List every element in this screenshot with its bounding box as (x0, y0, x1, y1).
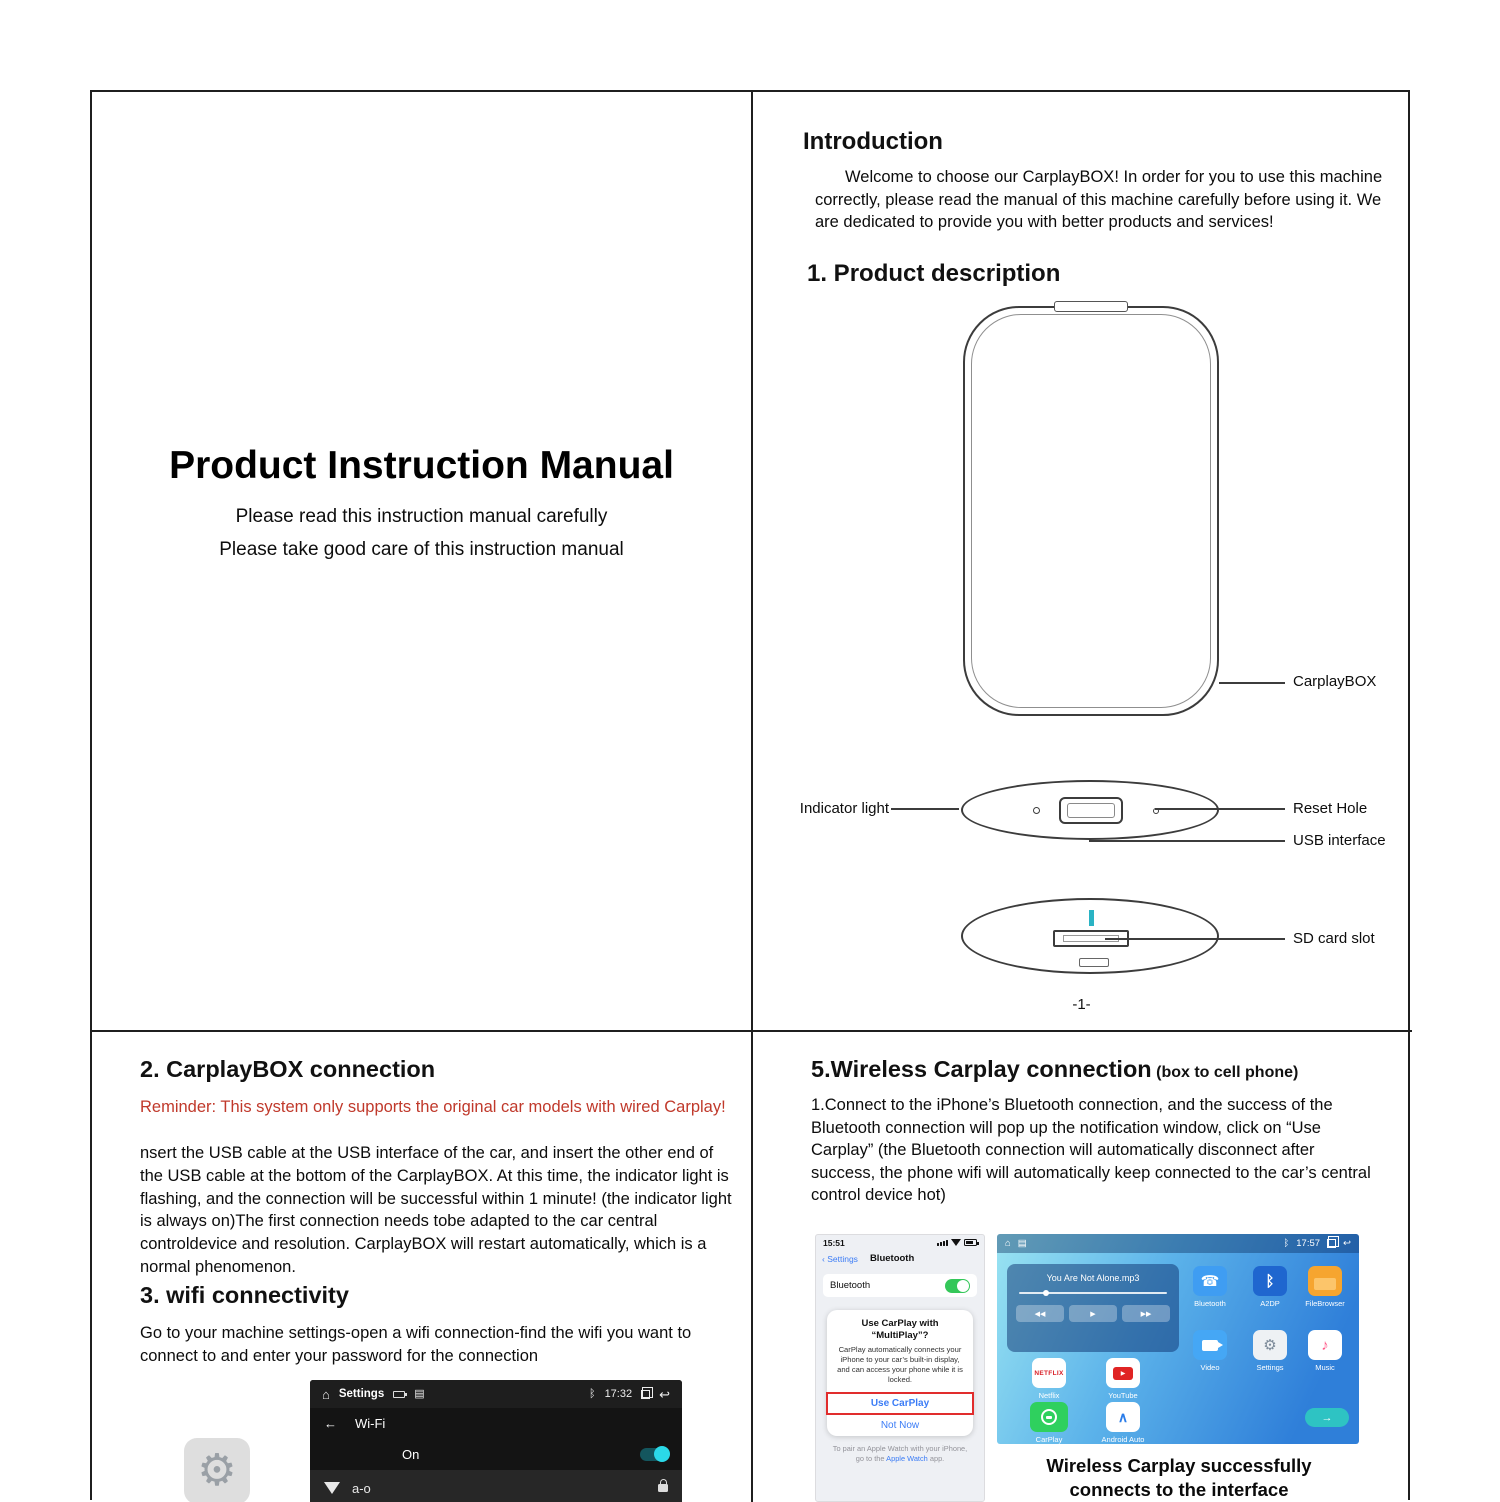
page-number: -1- (1072, 996, 1091, 1013)
app-label: Settings (1256, 1363, 1284, 1372)
back-to-settings-link[interactable] (822, 1254, 858, 1264)
headunit-time: 17:57 (1296, 1238, 1321, 1249)
intro-paragraph: Welcome to choose our CarplayBOX! In order for you to use this machine correctly, please read the manual of this machine carefully before using it. We are dedicated to provide you with better products and services! (815, 168, 1383, 231)
wifi-heading: 3. wifi connectivity (140, 1282, 349, 1308)
apple-watch-link[interactable]: Apple Watch (886, 1453, 928, 1463)
app-label: Android Auto (1101, 1435, 1145, 1444)
folder-icon (1308, 1266, 1342, 1296)
wifi-network-name: a-o (352, 1480, 371, 1496)
page-wireless-carplay (753, 1032, 1410, 1502)
app-a2dp[interactable] (1242, 1266, 1298, 1308)
device-bottom-view-illustration (961, 898, 1219, 974)
wireless-heading-wrap (811, 1056, 1298, 1083)
music-player-card (1007, 1264, 1179, 1352)
device-top-connector (1054, 301, 1128, 312)
label-line-sd-card-slot (1105, 938, 1285, 940)
dialog-body: CarPlay automatically connects your iPhone to your car’s built-in display, and can access your phone while it is locked. (837, 1345, 963, 1384)
back-arrow-icon[interactable]: ← (324, 1415, 337, 1431)
wifi-toggle-knob (654, 1446, 670, 1462)
headunit-status-bar (997, 1234, 1359, 1253)
back-label: Settings (827, 1253, 858, 1264)
intro-heading: Introduction (803, 128, 943, 155)
app-music[interactable] (1297, 1330, 1353, 1372)
product-description-heading: 1. Product description (807, 260, 1061, 287)
grid-icon: ▤ (1017, 1237, 1027, 1249)
device-top-view-illustration (961, 780, 1219, 840)
device-front-illustration (963, 306, 1219, 716)
footnote-text: To pair an Apple Watch with your iPhone, go to the (832, 1444, 968, 1463)
app-label: CarPlay (1035, 1435, 1063, 1444)
previous-button[interactable]: ◀◀ (1016, 1305, 1064, 1322)
back-return-icon[interactable]: ↩ (659, 1386, 670, 1402)
wifi-toggle[interactable] (640, 1448, 668, 1461)
lock-icon (658, 1484, 668, 1492)
signal-icon (937, 1240, 948, 1246)
player-buttons (1016, 1305, 1170, 1322)
carplay-dialog (827, 1310, 973, 1436)
page-introduction (753, 92, 1410, 1030)
page-connection (92, 1032, 751, 1502)
netflix-logo: NETFLIX (1032, 1358, 1066, 1388)
status-time: 17:32 (604, 1388, 633, 1400)
iphone-status-icons (937, 1239, 977, 1246)
wifi-network-row[interactable] (310, 1470, 682, 1502)
indicator-light-dot (1033, 807, 1040, 814)
manual-sheet (90, 90, 1410, 1500)
gear-icon: ⚙ (197, 1446, 237, 1495)
label-sd-card-slot: SD card slot (1293, 930, 1375, 947)
manual-subtitle-2: Please take good care of this instruction manual (219, 539, 624, 560)
bluetooth-status-icon: ᛒ (1283, 1237, 1290, 1249)
bluetooth-status-icon: ᛒ (588, 1387, 596, 1400)
wifi-icon (951, 1239, 961, 1246)
music-note-icon: ♪ (1308, 1330, 1342, 1360)
label-usb-interface: USB interface (1293, 832, 1386, 849)
next-page-arrow-button[interactable] (1305, 1408, 1349, 1427)
bluetooth-icon: ᛒ (1253, 1266, 1287, 1296)
song-title: You Are Not Alone.mp3 (1046, 1273, 1140, 1283)
gear-icon: ⚙ (1253, 1330, 1287, 1360)
label-carplaybox: CarplayBOX (1293, 673, 1377, 690)
headunit-screenshot (997, 1234, 1359, 1444)
manual-subtitle-1: Please read this instruction manual carefully (235, 506, 608, 527)
app-label: Netflix (1038, 1391, 1060, 1400)
youtube-icon: ▶ (1106, 1358, 1140, 1388)
iphone-status-bar (816, 1235, 984, 1250)
app-label: Bluetooth (1194, 1299, 1226, 1308)
wireless-paragraph: 1.Connect to the iPhone’s Bluetooth connection, and the success of the Bluetooth connection will pop up the notification window, click on “Use Carplay” (the Bluetooth connection will automatically disconnect after success, the phone wifi will automatically keep connected to the car’s central control device hot) (811, 1096, 1371, 1205)
arrow-right-icon: → (1321, 1411, 1333, 1424)
settings-gear-graphic (184, 1438, 250, 1502)
label-indicator-light: Indicator light (799, 800, 889, 817)
wifi-on-row (310, 1438, 682, 1470)
carplay-icon (1030, 1402, 1068, 1432)
next-button[interactable]: ▶▶ (1122, 1305, 1170, 1322)
play-button[interactable]: ▶ (1069, 1305, 1117, 1322)
app-label: YouTube (1108, 1391, 1138, 1400)
wifi-signal-icon (324, 1482, 340, 1494)
not-now-button[interactable] (827, 1415, 973, 1436)
phone-icon: ☎ (1193, 1266, 1227, 1296)
label-line-reset-hole (1155, 808, 1285, 810)
label-line-usb-interface (1089, 840, 1285, 842)
back-return-icon[interactable]: ↩ (1343, 1237, 1351, 1249)
app-android-auto[interactable] (1095, 1402, 1151, 1444)
apple-watch-footnote (828, 1444, 972, 1464)
reminder-text: Reminder: This system only supports the original car models with wired Carplay! (140, 1098, 726, 1116)
app-youtube[interactable] (1095, 1358, 1151, 1400)
use-carplay-label: Use CarPlay (870, 1398, 930, 1409)
wifi-nav-row (310, 1408, 682, 1438)
app-carplay[interactable] (1021, 1402, 1077, 1444)
bluetooth-toggle-knob (957, 1280, 969, 1292)
manual-title: Product Instruction Manual (169, 444, 674, 487)
bluetooth-screen-title: Bluetooth (869, 1253, 915, 1264)
settings-app-title: Settings (338, 1388, 385, 1400)
device-screen-outline (971, 314, 1211, 708)
iphone-bluetooth-screenshot (815, 1234, 985, 1502)
device-bottom-notch (1079, 958, 1109, 967)
chevron-left-icon: ‹ (822, 1253, 825, 1264)
page-cover (92, 92, 751, 1030)
android-settings-screenshot (310, 1380, 682, 1502)
home-icon[interactable]: ⌂ (1005, 1237, 1011, 1249)
iphone-nav-bar (816, 1250, 984, 1267)
app-video[interactable] (1182, 1330, 1238, 1372)
app-label: Music (1315, 1363, 1335, 1372)
wifi-screen-title: Wi-Fi (355, 1415, 386, 1431)
recent-apps-icon[interactable] (1327, 1239, 1336, 1248)
wireless-heading-suffix: (box to cell phone) (1151, 1064, 1299, 1081)
connection-paragraph: nsert the USB cable at the USB interface of the car, and insert the other end of the USB cable at the bottom of the CarplayBOX. At this time, the indicator light is flashing, and the connection will be successful within 1 minute! (the indicator light is always on)The first connection needs tobe adapted to the car central controldevice and resolution. CarplayBOX will restart automatically, which is a normal phenomenon. (140, 1144, 732, 1276)
bluetooth-row-label: Bluetooth (830, 1280, 871, 1291)
app-filebrowser[interactable] (1297, 1266, 1353, 1308)
app-label: FileBrowser (1305, 1299, 1345, 1308)
app-label: Video (1200, 1363, 1220, 1372)
home-icon[interactable]: ⌂ (322, 1386, 330, 1402)
wireless-heading: 5.Wireless Carplay connection (811, 1056, 1152, 1082)
label-line-carplaybox (1219, 682, 1285, 684)
app-bluetooth[interactable] (1182, 1266, 1238, 1308)
usb-port-drawing (1059, 797, 1123, 824)
dialog-title: Use CarPlay with “MultiPlay”? (861, 1318, 939, 1341)
connection-heading: 2. CarplayBOX connection (140, 1056, 436, 1082)
sd-card-mark (1089, 910, 1094, 926)
label-reset-hole: Reset Hole (1293, 800, 1368, 817)
bluetooth-toggle[interactable] (945, 1279, 970, 1293)
android-status-bar (310, 1380, 682, 1408)
wifi-paragraph: Go to your machine settings-open a wifi connection-find the wifi you want to connect to and enter your password for the connection (140, 1324, 692, 1365)
label-line-indicator-light (891, 808, 959, 810)
use-carplay-button[interactable] (827, 1393, 973, 1414)
app-settings[interactable] (1242, 1330, 1298, 1372)
battery-icon (393, 1391, 405, 1398)
iphone-time: 15:51 (823, 1237, 845, 1248)
android-auto-icon: ∧ (1106, 1402, 1140, 1432)
wifi-on-label: On (402, 1446, 420, 1462)
battery-icon (964, 1239, 977, 1246)
footnote-text-end: app. (927, 1453, 945, 1463)
grid-icon: ▤ (414, 1387, 425, 1400)
app-netflix[interactable] (1021, 1358, 1077, 1400)
recent-apps-icon[interactable] (641, 1390, 650, 1399)
video-camera-icon (1193, 1330, 1227, 1360)
app-label: A2DP (1260, 1299, 1280, 1308)
bluetooth-row (823, 1274, 977, 1297)
not-now-label: Not Now (880, 1420, 920, 1431)
screenshot-caption: Wireless Carplay successfully connects to the interface (1046, 1455, 1312, 1500)
progress-bar[interactable] (1019, 1292, 1167, 1294)
